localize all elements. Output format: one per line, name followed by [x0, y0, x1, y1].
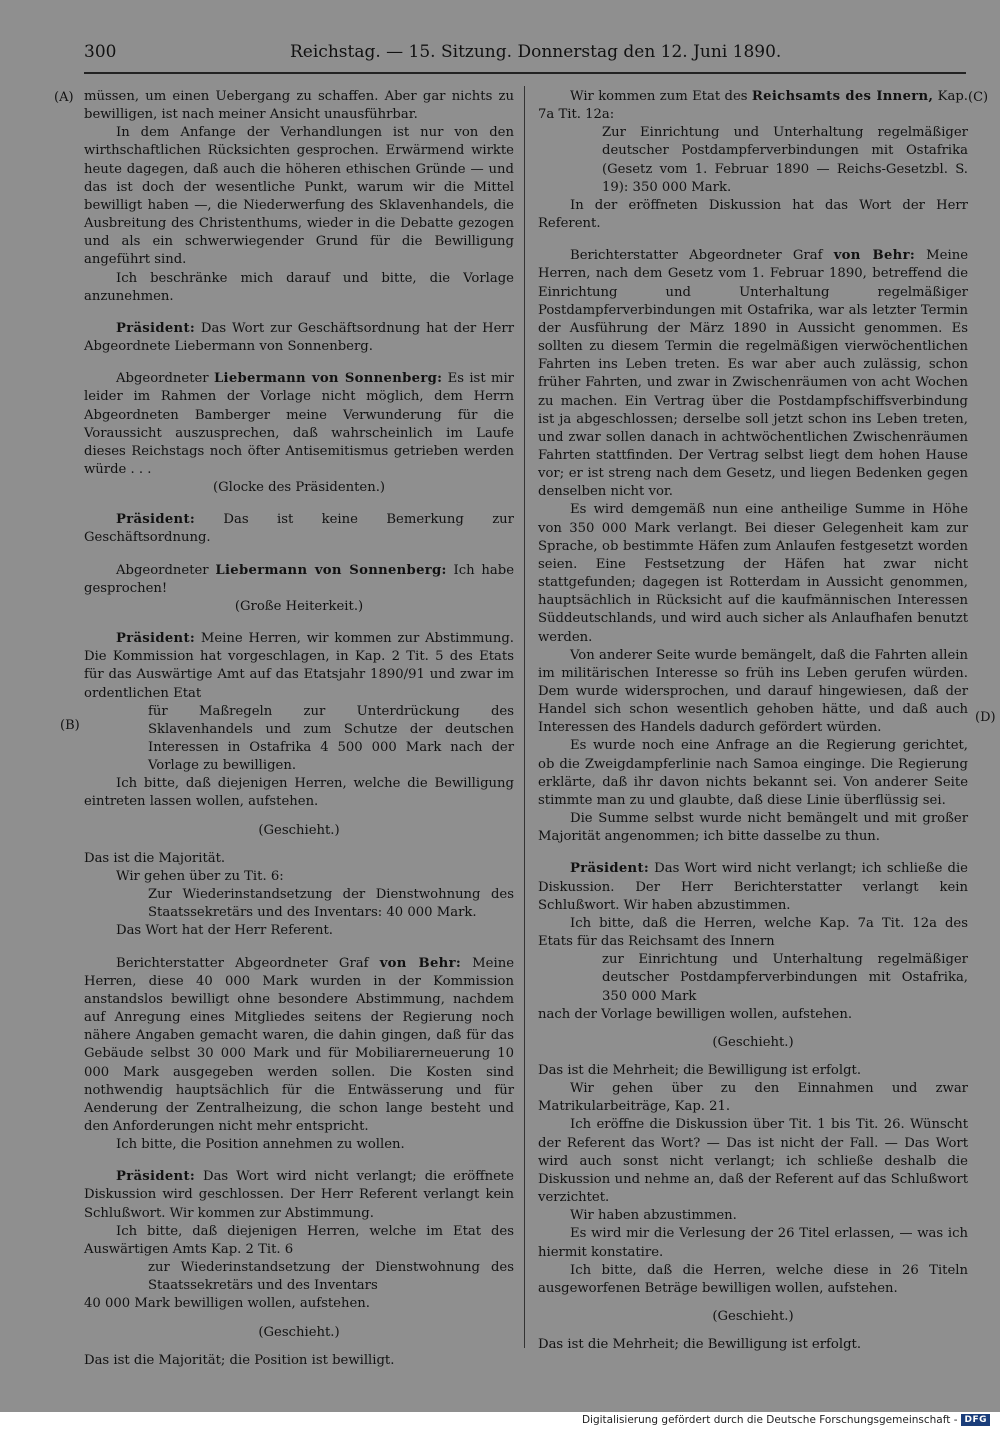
- margin-marker-a: (A): [54, 90, 74, 105]
- column-divider: [524, 86, 525, 1348]
- budget-item: Zur Einrichtung und Unterhaltung regelmäßiger deutscher Postdampferverbindungen mit Ostafrika (Gesetz vom 1. Februar 1890 — Reichs-Gesetzbl. S. 19): 350 000 Mark.: [602, 125, 968, 195]
- paragraph: Das ist die Majorität; die Position ist bewilligt.: [84, 1352, 395, 1368]
- budget-item: Zur Wiederinstandsetzung der Dienstwohnung des Staatssekretärs und des Inventars: 40 000 Mark.: [148, 887, 514, 921]
- header-rule: [84, 72, 966, 74]
- paragraph: Das ist die Majorität.: [84, 850, 226, 866]
- paragraph: Das ist die Mehrheit; die Bewilligung ist erfolgt.: [538, 1062, 862, 1078]
- paragraph: Es wird mir die Verlesung der 26 Titel erlassen, — was ich hiermit konstatire.: [538, 1226, 968, 1260]
- margin-marker-d: (D): [975, 710, 996, 725]
- paragraph: Ich bitte, daß die Herren, welche Kap. 7a Tit. 12a des Etats für das Reichsamt des Innern: [538, 915, 968, 950]
- paragraph: Abgeordneter Liebermann von Sonnenberg: Es ist mir leider im Rahmen der Vorlage nicht möglich, dem Herrn Abgeordneten Bamberger meine Verwunderung für die Voraussicht auszusprechen, daß wahrscheinlich im Laufe dieses Reichstags noch öfter Antisemitismus getrieben werden würde . . .: [84, 371, 514, 477]
- paragraph: Präsident: Das Wort wird nicht verlangt; ich schließe die Diskussion. Der Herr Berichterstatter verlangt kein Schlußwort. Wir haben abzustimmen.: [538, 861, 968, 913]
- paragraph: Das ist die Mehrheit; die Bewilligung ist erfolgt.: [538, 1337, 862, 1353]
- paragraph: Wir gehen über zu den Einnahmen und zwar Matrikularbeiträge, Kap. 21.: [538, 1081, 968, 1115]
- stage-direction: (Geschieht.): [258, 822, 340, 838]
- footer-text: Digitalisierung gefördert durch die Deutsche Forschungsgemeinschaft -: [581, 1414, 958, 1426]
- left-column: [84, 88, 514, 1370]
- paragraph: Ich bitte, die Position annehmen zu wollen.: [116, 1137, 405, 1153]
- stage-direction: (Geschieht.): [712, 1309, 794, 1324]
- stage-direction: (Geschieht.): [712, 1034, 794, 1050]
- dfg-logo-icon: DFG: [961, 1414, 990, 1426]
- paragraph: Von anderer Seite wurde bemängelt, daß die Fahrten allein im militärischen Interesse so früh ins Leben gerufen würden. Dem wurde widersprochen, und darauf hingewiesen, daß der Handel sich schon wesentlich gehoben hätte, und daß auch Interessen des Handels dadurch gefördert würden.: [538, 647, 968, 736]
- paragraph: Berichterstatter Abgeordneter Graf von Behr: Meine Herren, nach dem Gesetz vom 1. Februar 1890, betreffend die Einrichtung und Unterhaltung regelmäßiger Postdampferverbindungen mit Ostafrika, war als letzter Termin der Ausführung der März 1890 in Aussicht genommen. Es sollten zu diesem Termin die regelmäßigen vierwöchentlichen Fahrten ins Leben treten. Es war aber auch zulässig, schon früher Fahrten, und zwar in Zwischenräumen von acht Wochen zu machen. Ein Vertrag über die Postdampfschiffsverbindung ist ja abgeschlossen; derselbe soll jetzt schon ins Leben treten, und zwar sollen danach in achtwöchentlichen Zwischenräumen Fahrten stattfinden. Der Vertrag selbst liegt dem hohen Hause vor; er ist streng nach dem Gesetz, und liegen Bedenken gegen denselben nicht vor.: [538, 248, 968, 500]
- paragraph: Die Summe selbst wurde nicht bemängelt und mit großer Majorität angenommen; ich bitte dasselbe zu thun.: [538, 811, 968, 845]
- paragraph: 40 000 Mark bewilligen wollen, aufstehen.: [84, 1296, 370, 1312]
- paragraph: Ich bitte, daß die Herren, welche diese in 26 Titeln ausgeworfenen Beträge bewilligen wollen, aufstehen.: [538, 1262, 968, 1296]
- paragraph: Präsident: Das Wort wird nicht verlangt; die eröffnete Diskussion wird geschlossen. Der Herr Referent verlangt kein Schlußwort. Wir kommen zur Abstimmung.: [84, 1169, 514, 1221]
- paragraph: Wir haben abzustimmen.: [570, 1208, 737, 1224]
- paragraph: In der eröffneten Diskussion hat das Wort der Herr Referent.: [538, 197, 968, 232]
- digitization-footer: [582, 1414, 990, 1426]
- paragraph: Ich bitte, daß diejenigen Herren, welche die Bewilligung eintreten lassen wollen, aufstehen.: [84, 776, 514, 810]
- stage-direction: (Große Heiterkeit.): [234, 598, 364, 614]
- paragraph: In dem Anfange der Verhandlungen ist nur von den wirthschaftlichen Rücksichten gesprochen. Erwärmend wirkte heute dagegen, daß auch die höheren ethischen Gründe — und das ist doch der wesentliche Punkt, warum wir die Mittel bewilligt haben —, die Niederwerfung des Sklavenhandels, die Ausbreitung des Christenthums, wieder in die Debatte gezogen und als ein schwerwiegender Grund für die Bewilligung angeführt sind.: [84, 125, 514, 268]
- budget-item: zur Wiederinstandsetzung der Dienstwohnung des Staatssekretärs und des Inventars: [148, 1260, 514, 1294]
- stage-direction: (Glocke des Präsidenten.): [212, 480, 386, 496]
- paragraph: Wir kommen zum Etat des Reichsamts des Innern, Kap. 7a Tit. 12a:: [538, 89, 968, 123]
- paragraph: Ich bitte, daß diejenigen Herren, welche im Etat des Auswärtigen Amts Kap. 2 Tit. 6: [84, 1223, 514, 1257]
- margin-marker-b: (B): [60, 718, 80, 733]
- page-top-edge: [0, 0, 1000, 18]
- page-number: 300: [84, 42, 117, 62]
- budget-item: zur Einrichtung und Unterhaltung regelmäßiger deutscher Postdampferverbindungen mit Ostafrika, 350 000 Mark: [602, 952, 968, 1004]
- paragraph: Wir gehen über zu Tit. 6:: [116, 868, 284, 884]
- paragraph: Präsident: Meine Herren, wir kommen zur Abstimmung. Die Kommission hat vorgeschlagen, in Kap. 2 Tit. 5 des Etats für das Auswärtige Amt auf das Etatsjahr 1890/91 und zwar im ordentlichen Etat: [84, 631, 514, 701]
- paragraph: Ich eröffne die Diskussion über Tit. 1 bis Tit. 26. Wünscht der Referent das Wort? — Das ist nicht der Fall. — Das Wort wird auch sonst nicht verlangt; ich schließe deshalb die Diskussion und nehme an, daß der Referent auf das Schlußwort verzichtet.: [538, 1117, 968, 1206]
- paragraph: Abgeordneter Liebermann von Sonnenberg: Ich habe gesprochen!: [84, 562, 515, 596]
- paragraph: Präsident: Das ist keine Bemerkung zur Geschäftsordnung.: [84, 512, 514, 546]
- paragraph: Das Wort hat der Herr Referent.: [116, 923, 333, 939]
- budget-item: für Maßregeln zur Unterdrückung des Sklavenhandels und zum Schutze der deutschen Interessen in Ostafrika 4 500 000 Mark nach der Vorlage zu bewilligen.: [148, 703, 514, 774]
- stage-direction: (Geschieht.): [258, 1324, 340, 1340]
- right-column: [538, 88, 968, 1354]
- paragraph: Berichterstatter Abgeordneter Graf von Behr: Meine Herren, diese 40 000 Mark wurden in der Kommission anstandslos bewilligt ohne besondere Abstimmung, nachdem auf Anregung eines Mitgliedes seitens der Regierung noch nähere Angaben gemacht waren, die dahin gingen, daß für das Gebäude selbst 30 000 Mark und für Mobiliarerneuerung 10 000 Mark ausgegeben werden sollen. Die Kosten sind nothwendig hauptsächlich für die Entwässerung und für Aenderung der Zentralheizung, die schon lange besteht und den Anforderungen nicht mehr entspricht.: [84, 955, 514, 1134]
- paragraph: Es wird demgemäß nun eine antheilige Summe in Höhe von 350 000 Mark verlangt. Bei dieser Gelegenheit kam zur Sprache, ob bestimmte Häfen zum Anlaufen festgesetzt worden seien. Eine Festsetzung der Häfen hat zwar nicht stattgefunden; dagegen ist Rotterdam in Aussicht genommen, hauptsächlich in Rücksicht auf die kaufmännischen Interessen Süddeutschlands, und wird auch sicher als Anlaufhafen benutzt werden.: [538, 502, 968, 645]
- paragraph: müssen, um einen Uebergang zu schaffen. Aber gar nichts zu bewilligen, ist nach meiner Ansicht unausführbar.: [84, 89, 514, 123]
- paragraph: Es wurde noch eine Anfrage an die Regierung gerichtet, ob die Zweigdampferlinie nach Samoa einginge. Die Regierung erklärte, daß ihr davon nichts bekannt sei. Von anderer Seite stimmte man zu und glaubte, daß diese Linie überflüssig sei.: [538, 738, 968, 808]
- running-title: Reichstag. — 15. Sitzung. Donnerstag den 12. Juni 1890.: [290, 42, 782, 62]
- page-header: [84, 42, 964, 66]
- margin-marker-c: (C): [968, 90, 989, 105]
- paragraph: Präsident: Das Wort zur Geschäftsordnung hat der Herr Abgeordnete Liebermann von Sonnenberg.: [84, 320, 514, 355]
- paragraph: nach der Vorlage bewilligen wollen, aufstehen.: [538, 1006, 853, 1022]
- paragraph: Ich beschränke mich darauf und bitte, die Vorlage anzunehmen.: [84, 270, 514, 304]
